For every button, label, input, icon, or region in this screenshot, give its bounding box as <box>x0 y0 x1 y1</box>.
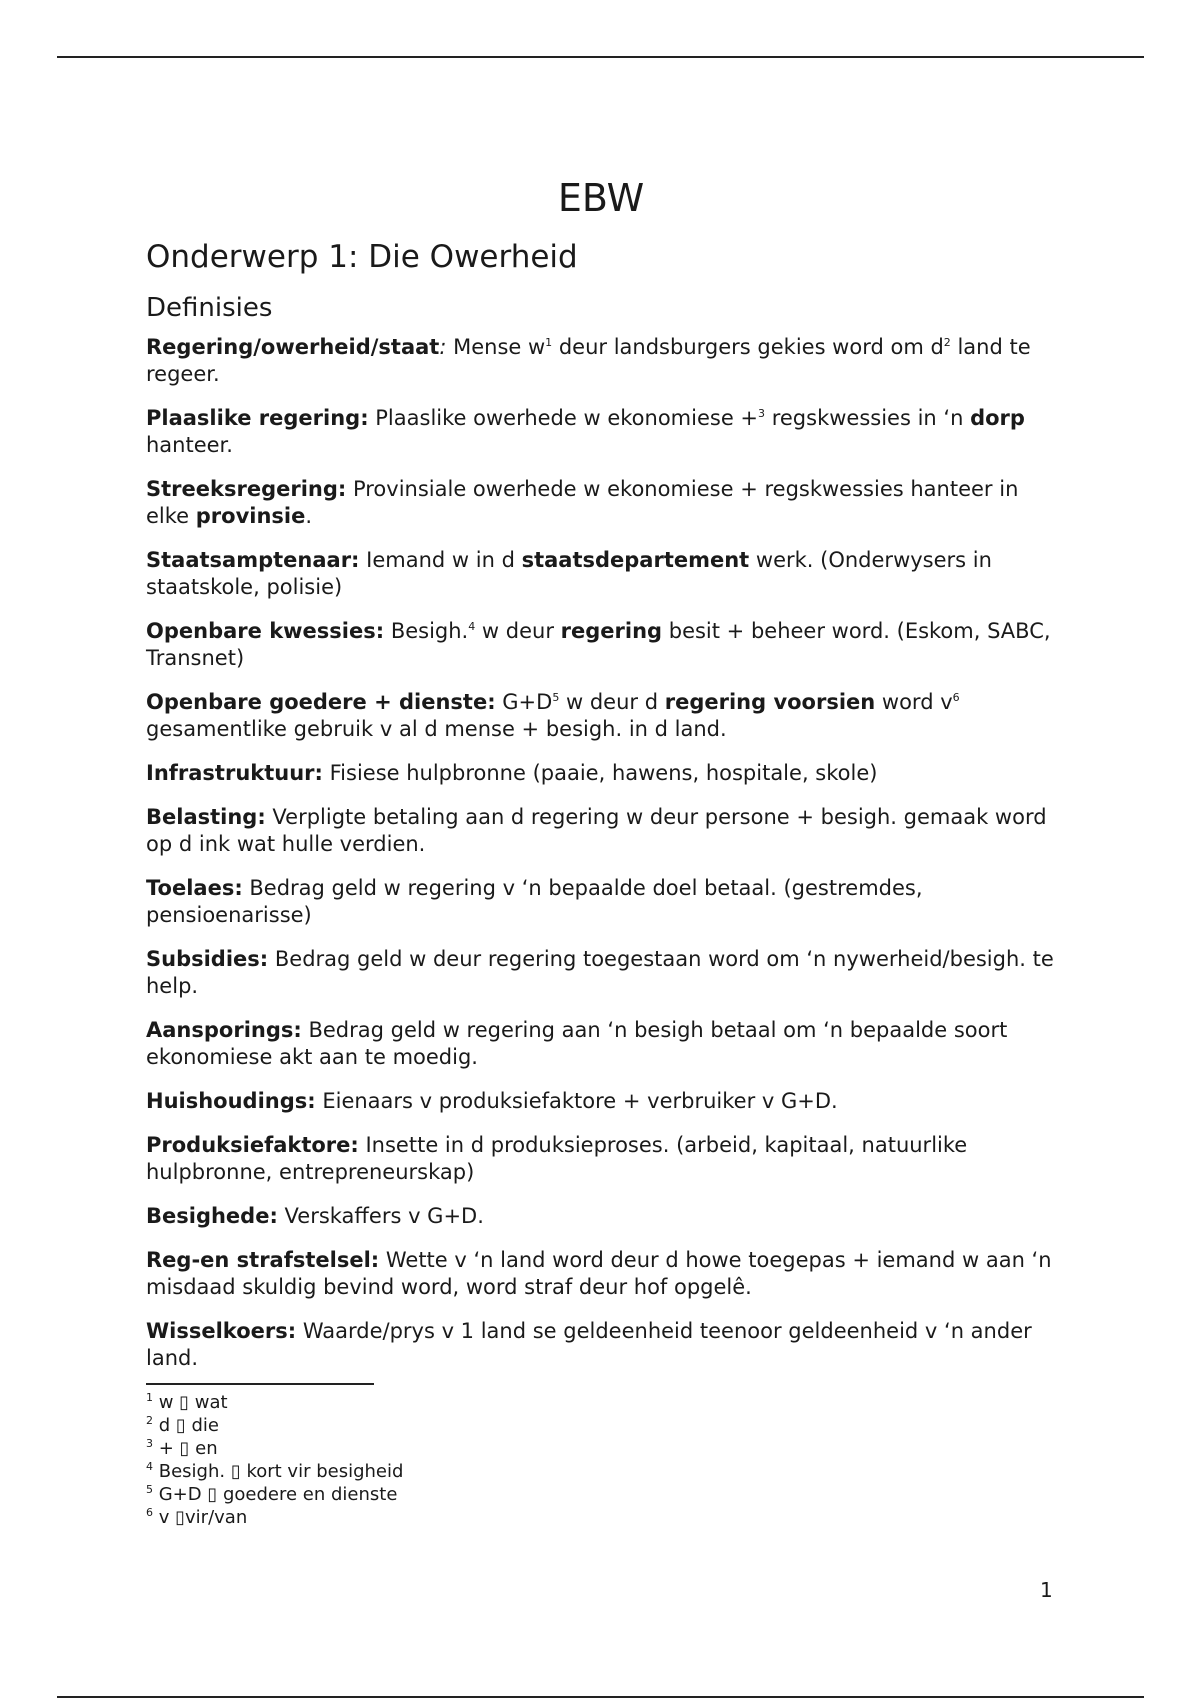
footnote-number: 5 <box>146 1483 153 1497</box>
definition-text: hanteer. <box>146 433 233 458</box>
footnote-text: G+D ▯ goedere en dienste <box>158 1484 398 1506</box>
footnote-ref: 3 <box>758 407 766 421</box>
footnote-item <box>146 1414 1056 1437</box>
definition-item <box>146 618 1056 672</box>
definition-term: Wisselkoers: <box>146 1319 297 1344</box>
footnote-ref: 6 <box>952 691 960 705</box>
definition-term: Produksiefaktore: <box>146 1133 359 1158</box>
definition-text: Bedrag geld w regering aan ‘n besigh betaal om ‘n bepaalde soort ekonomiese akt aan te moedig. <box>146 1018 1008 1070</box>
definition-text: Plaaslike owerhede w ekonomiese + <box>368 406 759 431</box>
definition-term: Huishoudings: <box>146 1089 316 1114</box>
definitions-list <box>146 334 1056 1372</box>
footnote-number: 4 <box>146 1460 153 1474</box>
section-heading: Definisies <box>146 292 273 323</box>
definition-text: Verskaffers v G+D. <box>277 1204 484 1229</box>
definition-item <box>146 1017 1056 1071</box>
page-content <box>146 178 1056 1529</box>
definition-text: . <box>305 504 313 529</box>
definition-item <box>146 547 1056 601</box>
definition-term: Openbare goedere + dienste: <box>146 690 496 715</box>
definition-text: Mense w <box>453 335 546 360</box>
definition-text: Bedrag geld w deur regering toegestaan word om ‘n nywerheid/besigh. te help. <box>146 947 1054 999</box>
footnote-item <box>146 1391 1056 1414</box>
definition-term: regering voorsien <box>664 690 876 715</box>
footnote-item <box>146 1483 1056 1506</box>
definition-text: w deur <box>475 619 561 644</box>
definition-text: land te regeer. <box>146 335 1031 387</box>
definition-text: word v <box>875 690 953 715</box>
definition-item <box>146 1318 1056 1372</box>
footnote-ref: 5 <box>552 691 560 705</box>
document-title: EBW <box>557 176 645 220</box>
definition-text: gesamentlike gebruik v al d mense + besigh. in d land. <box>146 717 727 742</box>
definition-text: Fisiese hulpbronne (paaie, hawens, hospitale, skole) <box>322 761 878 786</box>
definition-text: Besigh. <box>384 619 469 644</box>
page-number: 1 <box>1040 1578 1053 1602</box>
definition-item <box>146 405 1056 459</box>
definition-text: werk. (Onderwysers in staatskole, polisie) <box>146 548 992 600</box>
definition-text: Provinsiale owerhede w ekonomiese + regskwessies hanteer in elke <box>146 477 1019 529</box>
footnote-number: 2 <box>146 1414 153 1428</box>
definition-term: Infrastruktuur: <box>146 761 323 786</box>
footnotes-list <box>146 1391 1056 1529</box>
footnote-text: w ▯ wat <box>158 1392 228 1414</box>
definition-term: Plaaslike regering: <box>146 406 369 431</box>
definition-text: besit + beheer word. (Eskom, SABC, Transnet) <box>146 619 1051 671</box>
definition-term: Toelaes: <box>146 876 243 901</box>
definition-item <box>146 1088 1056 1115</box>
definition-term: regering <box>560 619 663 644</box>
definition-term: Belasting: <box>146 805 266 830</box>
definition-text: : <box>439 335 454 360</box>
definition-text: Eienaars v produksiefaktore + verbruiker v G+D. <box>315 1089 838 1114</box>
definition-text: Iemand w in d <box>359 548 522 573</box>
definition-item <box>146 804 1056 858</box>
footnote-ref: 4 <box>468 620 476 634</box>
footer-rule <box>57 1696 1144 1698</box>
footnote-ref: 2 <box>943 336 951 350</box>
definition-item <box>146 1247 1056 1301</box>
footnote-ref: 1 <box>545 336 553 350</box>
footnote-number: 1 <box>146 1391 153 1405</box>
definition-text: deur landsburgers gekies word om d <box>552 335 944 360</box>
definition-term: Aansporings: <box>146 1018 302 1043</box>
definition-text: w deur d <box>559 690 665 715</box>
footnote-item <box>146 1460 1056 1483</box>
definition-term: Reg-en strafstelsel: <box>146 1248 380 1273</box>
definition-term: staatsdepartement <box>521 548 750 573</box>
definition-item <box>146 334 1056 388</box>
footnote-text: Besigh. ▯ kort vir besigheid <box>158 1461 404 1483</box>
definition-item <box>146 1203 1056 1230</box>
definition-item <box>146 946 1056 1000</box>
definition-text: Wette v ‘n land word deur d howe toegepas + iemand w aan ‘n misdaad skuldig bevind word, word straf deur hof opgelê. <box>146 1248 1052 1300</box>
definition-item <box>146 875 1056 929</box>
definition-term: dorp <box>970 406 1025 431</box>
footnote-text: + ▯ en <box>158 1438 218 1460</box>
definition-text: G+D <box>495 690 553 715</box>
definition-text: Insette in d produksieproses. (arbeid, kapitaal, natuurlike hulpbronne, entrepreneurskap) <box>146 1133 968 1185</box>
definition-item <box>146 689 1056 743</box>
footnote-text: v ▯vir/van <box>158 1507 248 1529</box>
footnote-item <box>146 1437 1056 1460</box>
footnote-number: 3 <box>146 1437 153 1451</box>
definition-term: Streeksregering: <box>146 477 347 502</box>
topic-heading: Onderwerp 1: Die Owerheid <box>146 238 578 275</box>
footnote-text: d ▯ die <box>158 1415 220 1437</box>
footnote-separator <box>146 1383 374 1385</box>
definition-term: Openbare kwessies: <box>146 619 385 644</box>
definition-term: Subsidies: <box>146 947 269 972</box>
definition-term: Staatsamptenaar: <box>146 548 360 573</box>
footnote-number: 6 <box>146 1506 153 1520</box>
header-rule <box>57 56 1144 58</box>
definition-item <box>146 1132 1056 1186</box>
definition-item <box>146 476 1056 530</box>
definition-text: regskwessies in ‘n <box>765 406 971 431</box>
definition-term: Besighede: <box>146 1204 278 1229</box>
definition-text: Verpligte betaling aan d regering w deur persone + besigh. gemaak word op d ink wat hulle verdien. <box>146 805 1047 857</box>
definition-text: Waarde/prys v 1 land se geldeenheid teenoor geldeenheid v ‘n ander land. <box>146 1319 1032 1371</box>
definition-item <box>146 760 1056 787</box>
footnote-item <box>146 1506 1056 1529</box>
definition-text: Bedrag geld w regering v ‘n bepaalde doel betaal. (gestremdes, pensioenarisse) <box>146 876 923 928</box>
definition-term: provinsie <box>195 504 306 529</box>
definition-term: Regering/owerheid/staat <box>146 335 440 360</box>
